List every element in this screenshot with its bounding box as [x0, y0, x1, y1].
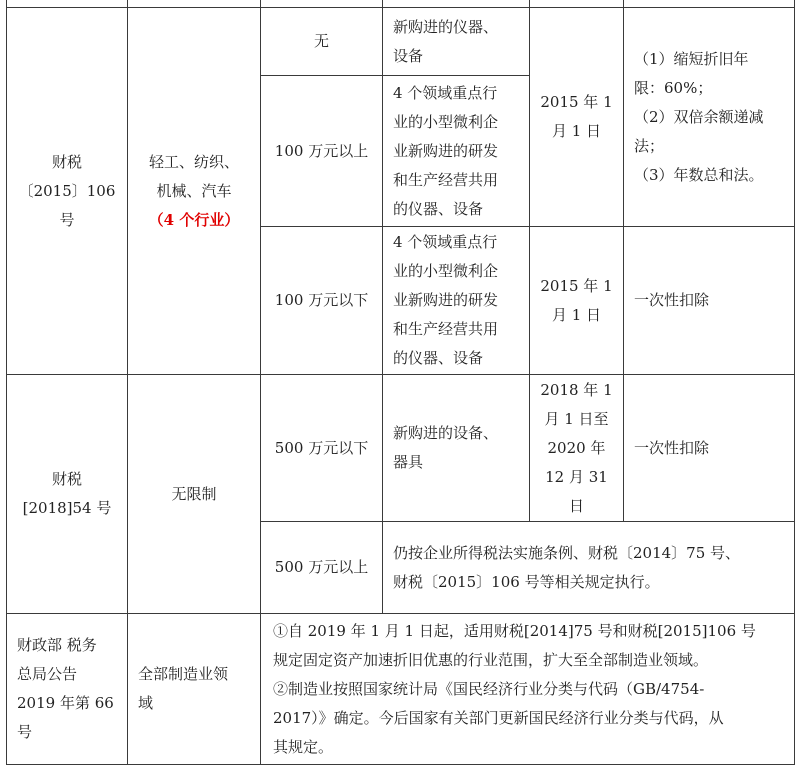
- g1-r1-threshold-text: 无: [313, 32, 329, 50]
- g1-industry-line: 轻工、纺织、: [148, 152, 239, 171]
- g1-industry-highlight: （4 个行业）: [148, 210, 240, 229]
- g1-method-line: 法；: [634, 136, 665, 155]
- g3-industry-line: 全部制造业领: [138, 665, 229, 683]
- g1-r3-date-line: 月 1 日: [551, 305, 602, 324]
- g1-r3-scope-line: 业的小型微利企: [393, 262, 499, 280]
- g1-doc-line: 号: [59, 210, 75, 229]
- g2-r1-date-line: 2020 年: [547, 438, 606, 457]
- g1-r3-threshold: [260, 226, 383, 375]
- g1-r3-date-line: 2015 年 1: [540, 276, 613, 295]
- g2-r1-date-line: 2018 年 1: [540, 380, 613, 399]
- g2-r1-scope-line: 器具: [393, 453, 424, 471]
- g3-note-cell: [260, 613, 795, 765]
- g2-r1-date-line: 12 月 31: [545, 467, 608, 486]
- g1-r3-scope: [382, 226, 530, 375]
- g1-doc-cell: [6, 7, 128, 375]
- g1-method-line: （2）双倍余额递减: [634, 107, 764, 126]
- g1-r3-scope-line: 4 个领域重点行: [393, 233, 498, 251]
- g1-industry-line: 机械、汽车: [156, 181, 232, 200]
- g1-r3-method: [623, 226, 795, 375]
- g1-r1-threshold: [260, 7, 383, 76]
- g1-r2-threshold-text: 100 万元以上: [274, 141, 369, 160]
- g1-r2-threshold: [260, 75, 383, 227]
- g3-doc-cell: [6, 613, 128, 765]
- g1-r2-scope-line: 4 个领域重点行: [393, 83, 498, 102]
- g2-r2-note-line: 财税〔2015〕106 号等相关规定执行。: [393, 572, 660, 591]
- g1-r3-scope-line: 业新购进的研发: [393, 291, 499, 309]
- g2-r1-date-line: 日: [568, 496, 584, 515]
- g1-shared-date-line: 月 1 日: [551, 122, 602, 140]
- g1-r3-method-text: 一次性扣除: [634, 291, 710, 309]
- g1-r3-threshold-text: 100 万元以下: [274, 291, 369, 309]
- g1-r1-scope-line: 设备: [393, 46, 424, 65]
- g3-doc-line: 总局公告: [17, 665, 78, 683]
- g3-note-line: 规定固定资产加速折旧优惠的行业范围，扩大至全部制造业领域。: [273, 650, 709, 669]
- g1-r3-scope-line: 的仪器、设备: [393, 349, 484, 367]
- g1-method-line: 限：60%；: [634, 78, 713, 97]
- g3-note-line: ②制造业按照国家统计局《国民经济行业分类与代码（GB/4754-: [273, 679, 705, 698]
- g3-note-line: ①自 2019 年 1 月 1 日起，适用财税[2014]75 号和财税[2015]106 号: [273, 621, 756, 640]
- g2-industry-cell: [127, 374, 261, 614]
- g1-r2-scope-line: 业新购进的研发: [393, 141, 499, 160]
- g1-r1-scope-line: 新购进的仪器、: [393, 17, 499, 36]
- g1-r1-scope: [382, 7, 530, 76]
- g1-shared-date: [529, 7, 624, 227]
- g2-r1-method: [623, 374, 795, 522]
- g1-r3-scope-line: 和生产经营共用: [393, 320, 499, 338]
- g1-doc-line: 〔2015〕106: [18, 181, 116, 200]
- g1-shared-method: [623, 7, 795, 227]
- g3-doc-line: 2019 年第 66: [17, 694, 114, 712]
- g2-r1-date-line: 月 1 日至: [544, 409, 609, 428]
- g2-r1-threshold: [260, 374, 383, 522]
- g3-note-line: 2017）》确定。今后国家有关部门更新国民经济行业分类与代码，从: [273, 708, 724, 727]
- g2-r2-note: [382, 521, 795, 614]
- g1-r2-scope: [382, 75, 530, 227]
- g1-r2-scope-line: 的仪器、设备: [393, 199, 484, 218]
- g1-method-line: （3）年数总和法。: [634, 165, 764, 184]
- g2-r1-method-text: 一次性扣除: [634, 438, 710, 457]
- g2-r1-date: [529, 374, 624, 522]
- g3-industry-line: 域: [138, 694, 154, 712]
- g3-doc-line: 财政部 税务: [17, 636, 97, 654]
- g2-r1-scope-line: 新购进的设备、: [393, 424, 499, 442]
- g1-doc-line: 财税: [51, 152, 82, 171]
- g3-doc-line: 号: [17, 723, 33, 741]
- g3-note-line: 其规定。: [273, 737, 334, 756]
- g2-industry-text: 无限制: [171, 484, 217, 503]
- g1-r2-scope-line: 和生产经营共用: [393, 170, 499, 189]
- g2-r2-threshold-text: 500 万元以上: [274, 558, 369, 576]
- g2-r1-threshold-text: 500 万元以下: [274, 438, 369, 457]
- g2-r1-scope: [382, 374, 530, 522]
- g2-doc-line: [2018]54 号: [22, 499, 112, 517]
- g3-industry-cell: [127, 613, 261, 765]
- g2-r2-note-line: 仍按企业所得税法实施条例、财税〔2014〕75 号、: [393, 543, 741, 562]
- g1-method-line: （1）缩短折旧年: [634, 49, 749, 68]
- g1-r2-scope-line: 业的小型微利企: [393, 112, 499, 131]
- g2-doc-cell: [6, 374, 128, 614]
- g2-r2-threshold: [260, 521, 383, 614]
- g1-industry-cell: [127, 7, 261, 375]
- g1-r3-date: [529, 226, 624, 375]
- g1-shared-date-line: 2015 年 1: [540, 93, 613, 111]
- g2-doc-line: 财税: [51, 470, 82, 488]
